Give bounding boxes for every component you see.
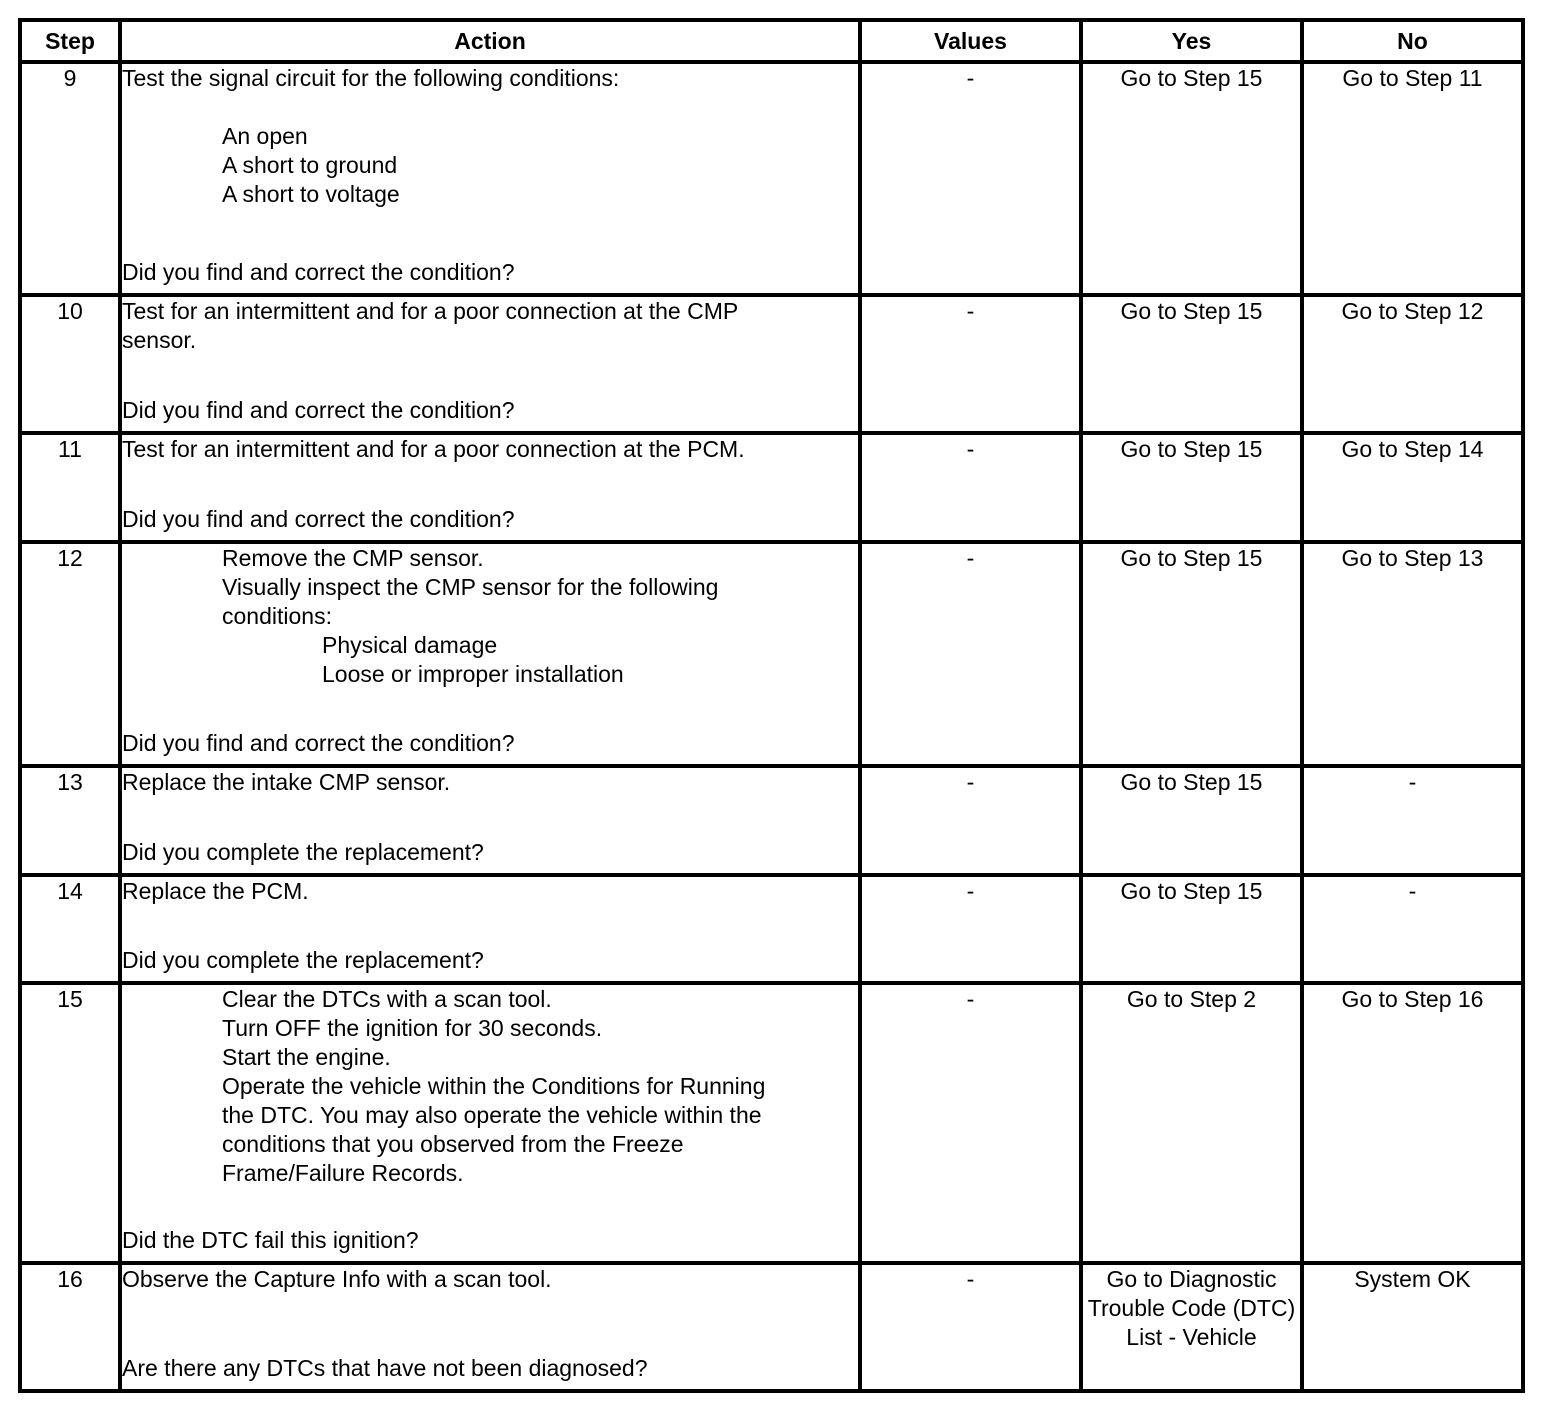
header-yes: Yes: [1081, 20, 1302, 62]
yes-cell: Go to Step 15: [1081, 542, 1302, 766]
action-cell: [120, 983, 860, 1263]
action-question: Did you find and correct the condition?: [122, 259, 515, 285]
diagnostic-table: [18, 18, 1525, 1393]
values-cell: -: [860, 983, 1081, 1263]
table-row: [20, 433, 1523, 542]
table-row: [20, 295, 1523, 433]
action-line: Operate the vehicle within the Conditions for Running: [222, 1073, 766, 1099]
action-cell: [120, 433, 860, 542]
no-cell: -: [1302, 875, 1523, 983]
action-cell: [120, 542, 860, 766]
action-cell: [120, 875, 860, 983]
action-line: Visually inspect the CMP sensor for the following: [222, 574, 719, 600]
no-cell: Go to Step 16: [1302, 983, 1523, 1263]
values-cell: -: [860, 1263, 1081, 1391]
step-number: 14: [20, 875, 120, 983]
table-row: [20, 875, 1523, 983]
step-number: 10: [20, 295, 120, 433]
action-line: Replace the intake CMP sensor.: [122, 769, 451, 795]
action-line: Loose or improper installation: [322, 661, 624, 687]
action-line: sensor.: [122, 327, 197, 353]
action-question: Did you find and correct the condition?: [122, 397, 515, 423]
action-line: the DTC. You may also operate the vehicle within the: [222, 1102, 762, 1128]
values-cell: -: [860, 295, 1081, 433]
step-number: 12: [20, 542, 120, 766]
action-line: Test for an intermittent and for a poor connection at the PCM.: [122, 436, 745, 462]
table-row: [20, 62, 1523, 295]
action-line: A short to voltage: [222, 181, 400, 207]
action-line: Observe the Capture Info with a scan tool.: [122, 1266, 552, 1292]
yes-cell: Go to Step 15: [1081, 295, 1302, 433]
values-cell: -: [860, 62, 1081, 295]
action-line: Start the engine.: [222, 1044, 391, 1070]
action-line: [122, 209, 858, 238]
table-row: [20, 983, 1523, 1263]
action-cell: [120, 766, 860, 875]
action-line: Replace the PCM.: [122, 878, 309, 904]
header-values: Values: [860, 20, 1081, 62]
yes-cell: Go to Diagnostic Trouble Code (DTC) List - Vehicle: [1081, 1263, 1302, 1391]
action-line: Test the signal circuit for the following conditions:: [122, 65, 620, 91]
yes-cell: Go to Step 2: [1081, 983, 1302, 1263]
action-cell: [120, 295, 860, 433]
action-line: Frame/Failure Records.: [222, 1160, 464, 1186]
no-cell: -: [1302, 766, 1523, 875]
action-question: Did you find and correct the condition?: [122, 506, 515, 532]
no-cell: Go to Step 13: [1302, 542, 1523, 766]
values-cell: -: [860, 542, 1081, 766]
no-cell: Go to Step 11: [1302, 62, 1523, 295]
action-line: Physical damage: [322, 632, 498, 658]
header-step: Step: [20, 20, 120, 62]
action-line: Test for an intermittent and for a poor connection at the CMP: [122, 298, 739, 324]
action-question: Did you find and correct the condition?: [122, 730, 515, 756]
no-cell: Go to Step 12: [1302, 295, 1523, 433]
action-line: A short to ground: [222, 152, 398, 178]
action-line: An open: [222, 123, 308, 149]
action-cell: [120, 1263, 860, 1391]
action-line: [122, 93, 858, 122]
action-question: Are there any DTCs that have not been diagnosed?: [122, 1355, 648, 1381]
yes-cell: Go to Step 15: [1081, 875, 1302, 983]
header-no: No: [1302, 20, 1523, 62]
action-line: Remove the CMP sensor.: [222, 545, 484, 571]
step-number: 13: [20, 766, 120, 875]
table-row: [20, 766, 1523, 875]
header-action: Action: [120, 20, 860, 62]
table-body: [20, 62, 1523, 1391]
yes-cell: Go to Step 15: [1081, 433, 1302, 542]
step-number: 11: [20, 433, 120, 542]
values-cell: -: [860, 766, 1081, 875]
step-number: 9: [20, 62, 120, 295]
table-row: [20, 542, 1523, 766]
action-line: Clear the DTCs with a scan tool.: [222, 986, 552, 1012]
yes-cell: Go to Step 15: [1081, 766, 1302, 875]
action-question: Did the DTC fail this ignition?: [122, 1227, 419, 1253]
step-number: 15: [20, 983, 120, 1263]
no-cell: Go to Step 14: [1302, 433, 1523, 542]
action-question: Did you complete the replacement?: [122, 839, 484, 865]
values-cell: -: [860, 433, 1081, 542]
table-row: [20, 1263, 1523, 1391]
header-row: [20, 20, 1523, 62]
action-line: conditions:: [222, 603, 332, 629]
step-number: 16: [20, 1263, 120, 1391]
action-cell: [120, 62, 860, 295]
action-line: conditions that you observed from the Freeze: [222, 1131, 684, 1157]
values-cell: -: [860, 875, 1081, 983]
yes-cell: Go to Step 15: [1081, 62, 1302, 295]
no-cell: System OK: [1302, 1263, 1523, 1391]
action-question: Did you complete the replacement?: [122, 947, 484, 973]
action-line: Turn OFF the ignition for 30 seconds.: [222, 1015, 603, 1041]
